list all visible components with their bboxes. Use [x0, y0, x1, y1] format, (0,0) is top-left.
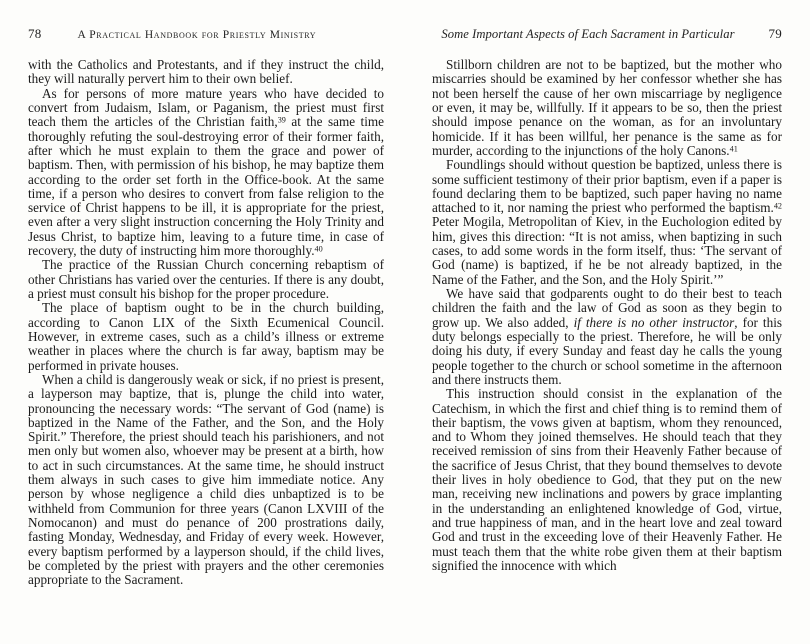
- running-head-title-left: A Practical Handbook for Priestly Ministry: [77, 29, 317, 41]
- page-number-left: 78: [28, 26, 42, 41]
- footnote-marker[interactable]: 39: [277, 115, 286, 125]
- paragraph-text: Stillborn children are not to be baptized, but the mother who miscarries should be examined by her confessor whether she has not been herself the cause of her own miscarriage by negligence or even, it may be, willfully. If it appears to be so, then the priest should impose penance on the woman, as for an involuntary homicide. If it has been willful, her penance is the same as for murder, according to the injunctions of the holy Canons.: [432, 57, 782, 158]
- paragraph: [432, 158, 782, 287]
- running-head-right: [432, 26, 782, 48]
- paragraph-text: Foundlings should without question be baptized, unless there is some sufficient testimony of their prior baptism, even if a paper is found declaring them to be baptized, such paper having no name attached to it, nor naming the priest who performed the baptism.: [432, 157, 782, 216]
- paragraph: [28, 87, 384, 259]
- footnote-marker[interactable]: 41: [729, 144, 738, 154]
- running-head-title-right: Some Important Aspects of Each Sacrament in Particular: [441, 27, 735, 41]
- footnote-marker[interactable]: 42: [773, 201, 782, 211]
- paragraph: This instruction should consist in the explanation of the Catechism, in which the first and chief thing is to remind them of their baptism, the vows given at baptism, whom they renounced, and to Whom they joined themselves. He should teach that they received remission of sins from their Heavenly Father because of the sacrifice of Jesus Christ, that they bound themselves to devote their lives in holy obedience to God, that they put on the new man, receiving new inclinations and powers by grace implanting in the understanding an enlightened knowledge of God, virtue, and true happiness of man, and in the heart love and zeal toward God and trust in the exceeding love of their Heavenly Father. He must teach them that the white robe given them at their baptism signified the innocence with which: [432, 386, 782, 573]
- body-text-left: [28, 58, 384, 588]
- footnote-marker[interactable]: 40: [314, 244, 323, 254]
- paragraph: [432, 287, 782, 387]
- paragraph: [432, 58, 782, 158]
- paragraph-text: , for this duty belongs especially to the priest. Therefore, he will be only doing his duty, if every Sunday and feast day he calls the young people together to the church or school sometime in the afternoon and there instructs them.: [432, 314, 782, 387]
- emphasis-text: if there is no other instructor: [573, 314, 735, 330]
- paragraph-text: We have said that godparents ought to do their best to teach children the faith and the law of God as soon as they begin to grow up. We also added,: [432, 286, 782, 330]
- body-text-right: [432, 58, 782, 573]
- paragraph: When a child is dangerously weak or sick, if no priest is present, a layperson may baptize, that is, plunge the child into water, pronouncing the necessary words: “The servant of God (name) is baptized in the Name of the Father, and the Son, and the Holy Spirit.” Therefore, the priest should teach his parishioners, and not men only but women also, whoever may be present at a birth, how to act in such circumstances. At the same time, he should instruct them always in such cases to give him immediate notice. Any person by whose negligence a child dies unbaptized is to be withheld from Communion for three years (Canon LXVIII of the Nomocanon) and must do penance of 200 prostrations daily, fasting Monday, Wednesday, and Friday of every week. However, every baptism performed by a layperson should, if the child lives, be completed by the priest with prayers and the other ceremonies appropriate to the Sacrament.: [28, 371, 384, 588]
- paragraph: The practice of the Russian Church concerning rebaptism of other Christians has varied over the centuries. If there is any doubt, a priest must consult his bishop for the proper procedure.: [28, 257, 384, 301]
- paragraph-text: at the same time thoroughly refuting the soul-destroying error of their former faith, after which he must explain to them the grace and power of baptism. Then, with permission of his bishop, he may baptize them according to the order set forth in the Office-book. At the same time, if a person who desires to convert from false religion to the service of Christ happens to be ill, it is appropriate for the priest, even after a very slight instruction concerning the Holy Trinity and Jesus Christ, to baptize him, leaving to a future time, in case of recovery, the duty of instructing him more thoroughly.: [28, 114, 384, 259]
- page-right: [405, 0, 810, 644]
- paragraph: with the Catholics and Protestants, and if they instruct the child, they will naturally pervert him to their own belief.: [28, 57, 384, 87]
- page-number-right: 79: [768, 26, 782, 41]
- paragraph-text: As for persons of more mature years who have decided to convert from Judaism, Islam, or Paganism, the priest must first teach them the articles of the Christian faith,: [28, 85, 384, 130]
- running-head-left: [28, 26, 384, 48]
- paragraph-text: Peter Mogila, Metropolitan of Kiev, in the Euchologion edited by him, gives this direction: “It is not amiss, when baptizing in such cases, to add some words in the form itself, thus: ‘The servant of God (name) is baptized, if he be not already baptized, in the Name of the Father, and the Son, and the Holy Spirit.’”: [432, 214, 782, 287]
- paragraph: The place of baptism ought to be in the church building, according to Canon LIX of the Sixth Ecumenical Council. However, in extreme cases, such as a child’s illness or extreme weather in places where the church is far away, baptism may be performed in private houses.: [28, 300, 384, 373]
